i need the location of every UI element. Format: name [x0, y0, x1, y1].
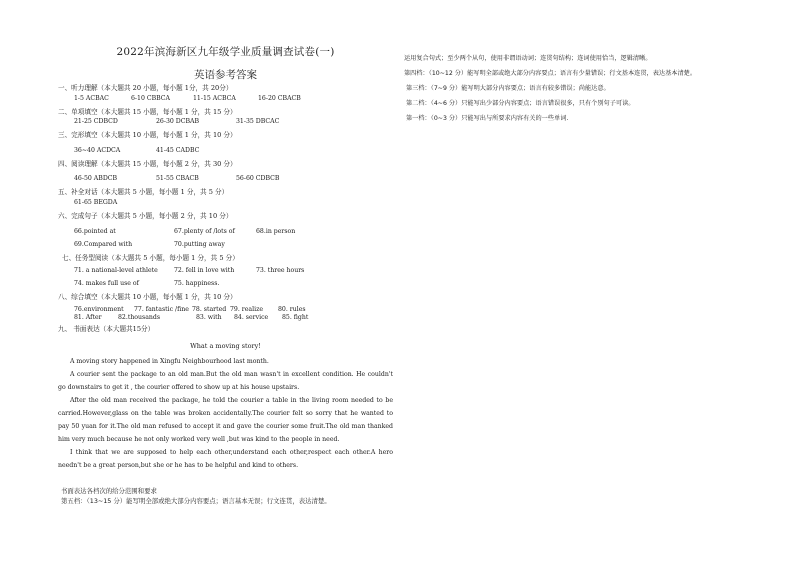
section-2-heading: 二、单项填空（本大题共 15 小题，每小题 1 分，共 15 分） [58, 107, 237, 116]
answer-group: 26-30 DCBAB [156, 118, 200, 125]
answer-item: 73. three hours [256, 266, 305, 274]
answer-item: 78. started [192, 306, 227, 313]
answer-item: 81. After [74, 314, 102, 321]
answer-group: 16-20 CBACB [258, 94, 301, 102]
rubric-grade-1: 第一档：（0~3 分）只能写出与所要求内容有关的一些单词. [406, 115, 569, 122]
section-5-answers [58, 199, 393, 208]
answer-group: 36~40 ACDCA [74, 146, 121, 154]
section-7-row-2 [58, 280, 393, 289]
section-1-heading: 一、听力理解（本大题共 20 小题，每小题 1分，共 20分） [58, 84, 233, 92]
document-title: 2022年滨海新区九年级学业质量调查试卷(一) [116, 46, 335, 58]
answer-group: 31-35 DBCAC [236, 118, 280, 125]
section-6-heading: 六、完成句子（本大题共 5 小题，每小题 2 分，共 10 分） [58, 211, 233, 220]
answer-item: 80. rules [278, 306, 306, 313]
answer-group: 6-10 CBBCA [131, 94, 171, 102]
section-6-row-2 [58, 241, 393, 250]
answer-item: 85. fight [282, 314, 309, 321]
section-7-row-1 [58, 267, 393, 276]
section-4-answers [58, 175, 393, 184]
rubric-grade-5: 第五档：（13~15 分）能写明全部或绝大部分内容要点；语言基本无误；行文连贯，表达清楚。 [61, 497, 331, 505]
answer-group: 56-60 CDBCB [236, 175, 280, 182]
document-subtitle: 英语参考答案 [194, 69, 257, 81]
answer-group: 1-5 ACBAC [74, 94, 109, 102]
section-4-heading: 四、阅读理解（本大题共 15 小题，每小题 2 分，共 30 分） [58, 159, 237, 168]
answer-item: 83. with [196, 314, 222, 321]
answer-item: 66.pointed at [74, 228, 116, 235]
answer-item: 68.in person [256, 228, 296, 235]
section-5-heading: 五、补全对话（本大题共 5 小题，每小题 1 分，共 5 分） [58, 188, 229, 196]
section-3-heading: 三、完形填空（本大题共 10 小题，每小题 1 分，共 10 分） [58, 131, 237, 139]
essay-paragraph: I think that we are supposed to help each other,understand each other,respect each other.A hero needn't be a great person,but she or he has to be helpful and kind to others. [58, 448, 393, 469]
essay-title: What a moving story! [190, 341, 261, 350]
rubric-grade-2: 第二档：（4~6 分）只能写出少部分内容要点；语言错误很多，只有个别句子可读。 [406, 100, 635, 107]
answer-group: 11-15 ACBCA [193, 94, 236, 102]
rubric-line: 运用复合句式；至少两个从句，使用非谓语动词；连贯句结构；连词使用恰当，逻辑清晰。 [404, 55, 652, 62]
section-6-row-1 [58, 228, 393, 237]
answer-item: 84. service [234, 314, 269, 321]
answer-group: 51-55 CBACB [156, 175, 199, 182]
answer-group: 41-45 CADBC [156, 146, 200, 154]
answer-group: 61-65 BEGDA [74, 198, 118, 206]
left-column [58, 44, 393, 472]
answer-item: 74. makes full use of [74, 279, 139, 287]
answer-item: 70.putting away [174, 241, 225, 248]
right-column [404, 52, 764, 127]
answer-item: 75. happiness. [174, 279, 220, 287]
rubric-grade-4: 第四档：（10~12 分）能写明全部或绝大部分内容要点；语言有少量错误；行文基本连贯，表达基本清楚。 [404, 70, 697, 77]
answer-group: 21-25 CDBCD [74, 118, 118, 125]
essay-paragraph: After the old man received the package, he told the courier a table in the living room needed to be carried.However,glass on the table was broken accidentally.The courier felt so sorry that he wanted to pay 50 yuan for it.The old man refused to accept it and gave the courier some fruit.The old man thanked him very much because he not only worked very well ,but was kind to the people in need. [58, 396, 393, 443]
section-8-heading: 八、综合填空（本大题共 10 小题，每小题 1 分，共 10 分） [58, 292, 237, 301]
answer-item: 71. a national-level athlete [74, 266, 158, 274]
rubric-grade-3: 第三档：（7~9 分）能写明大部分内容要点；语言有较多错误；尚能达意。 [406, 85, 610, 92]
answer-group: 46-50 ABDCB [74, 175, 118, 182]
answer-item: 67.plenty of /lots of [174, 228, 235, 235]
section-8-row-2 [58, 314, 393, 322]
section-8-row-1 [58, 306, 393, 314]
answer-item: 76.environment [74, 306, 124, 313]
answer-item: 82.thousands [118, 314, 161, 321]
rubric-heading: 书面表达各档次的给分范围和要求 [61, 487, 157, 495]
section-7-heading: 七、任务型阅读（本大题共 5 小题，每小题 1 分，共 5 分） [62, 254, 239, 262]
essay-paragraph: A moving story happened in Xingfu Neighbourhood last month. [70, 357, 269, 365]
answer-item: 77. fantastic /fine [134, 306, 189, 313]
section-3-answers [58, 147, 393, 156]
rubric-left [61, 486, 401, 506]
essay-paragraph: A courier sent the package to an old man.But the old man wasn't in excellent condition. He couldn't go downstairs to get it , the courier offered to show up at his house upstairs. [58, 370, 393, 391]
answer-item: 72. fell in love with [174, 266, 235, 274]
section-2-answers [58, 118, 393, 127]
answer-item: 79. realize [230, 306, 263, 313]
section-9-heading: 九、 书面表达（本大题共15分） [58, 325, 155, 333]
section-1-answers [58, 95, 393, 104]
answer-item: 69.Compared with [74, 241, 133, 248]
